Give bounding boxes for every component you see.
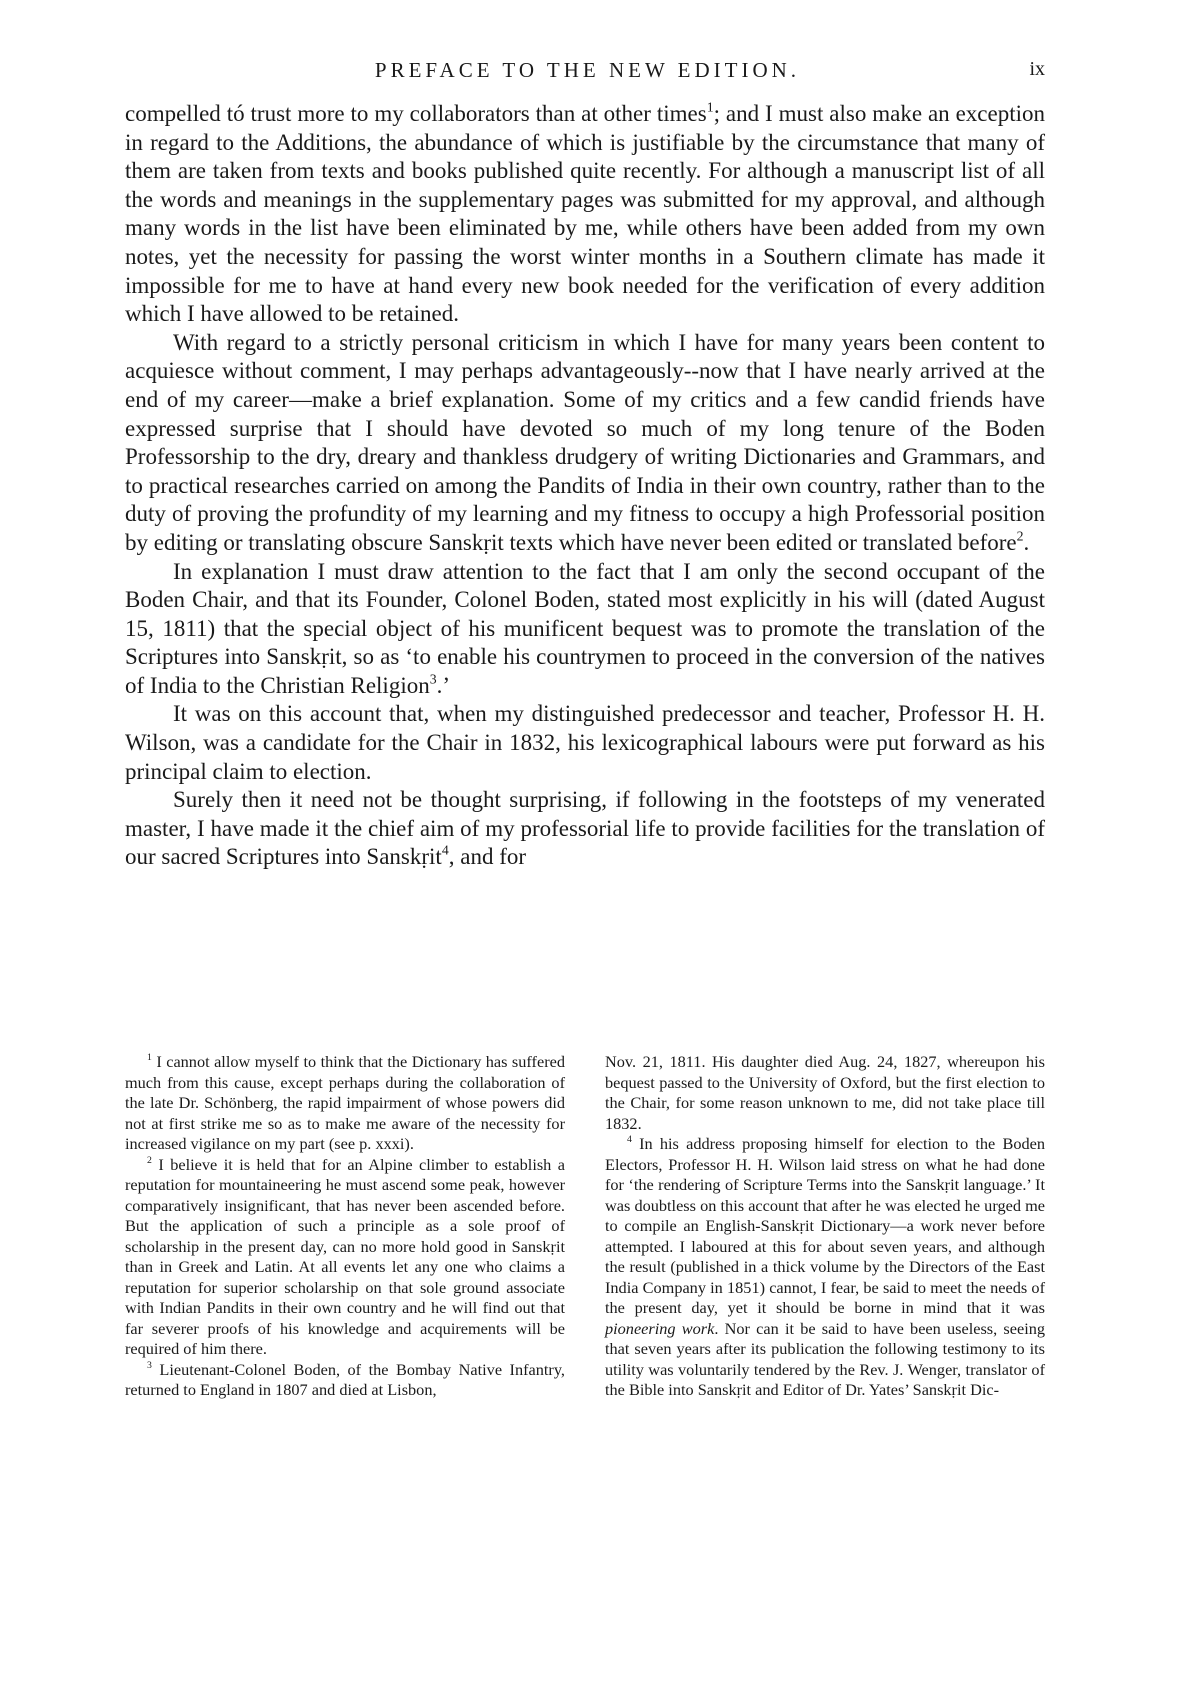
italic-phrase: pioneering work — [605, 1318, 715, 1338]
running-head — [130, 58, 1045, 88]
footnote-3: $^3$ Lieutenant-Colonel Boden, of the Bombay Native Infantry, returned to England in 1807 and died at Lisbon, — [125, 1359, 565, 1399]
footnote-marker-4: 4 — [627, 1134, 632, 1146]
footnote-4: $^4$ In his address proposing himself for election to the Boden Electors, Professor H. H. Wilson laid stress on what he had done for ‘the rendering of Scripture Terms into the Sanskṛit language.’ It was doubtless on this account that after he was elected he urged me to compile an English-Sanskṛit Dictionary—a work never before attempted. I laboured at this for about seven years, and although the result (published in a thick volume by the Directors of the East India Company in 1851) cannot, I fear, be said to meet the needs of the present day, yet it should be borne in mind that it was pioneering work. Nor can it be said to have been useless, seeing that seven years after its publication the following testimony to its utility was voluntarily tendered by the Rev. J. Wenger, translator of the Bible into Sanskṛit and Editor of Dr. Yates’ Sanskṛit Dic- — [605, 1134, 1046, 1399]
paragraph-5: Surely then it need not be thought surprising, if following in the footsteps of my venerated master, I have made it the chief aim of my professorial life to provide facilities for the translation of our sacred Scriptures into Sanskṛit$^4$, and for — [125, 787, 1045, 870]
body-text — [125, 100, 1045, 872]
footnote-2: $^2$ I believe it is held that for an Alpine climber to establish a reputation for mountaineering he must ascend some peak, however comparatively insignificant, that has never been ascended before. But the application of such a principle as a sole proof of scholarship in the present day, can no more hold good in Sanskṛit than in Greek and Latin. At all events let any one who claims a reputation for superior scholarship on that sole ground associate with Indian Pandits in their own country and he will find out that far severer proofs of his knowledge and acquirements will be required of him there. — [125, 1154, 566, 1358]
footnote-ref-2: 2 — [1016, 528, 1024, 544]
page-number: ix — [1029, 58, 1045, 80]
footnotes-right-column — [605, 1052, 1045, 1401]
footnote-marker-1: 1 — [147, 1052, 152, 1064]
footnote-marker-3: 3 — [147, 1359, 152, 1371]
paragraph-1: compelled tó trust more to my collaborators than at other times$^1$; and I must also make an exception in regard to the Additions, the abundance of which is justifiable by the circumstance that many of them are taken from texts and books published quite recently. For although a manuscript list of all the words and meanings in the supplementary pages was submitted for my approval, and although many words in the list have been eliminated by me, while others have been added from my own notes, yet the necessity for passing the worst winter months in a Southern climate has made it impossible for me to have at hand every new book needed for the verification of every addition which I have allowed to be retained. — [125, 99, 1046, 327]
footnote-ref-3: 3 — [429, 671, 437, 687]
footnote-marker-2: 2 — [147, 1154, 152, 1166]
footnote-ref-1: 1 — [706, 99, 714, 115]
footnote-ref-4: 4 — [441, 842, 449, 858]
paragraph-4: It was on this account that, when my distinguished predecessor and teacher, Professor H. H. Wilson, was a candidate for the Chair in 1832, his lexicographical labours were put forward as his principal claim to election. — [125, 701, 1045, 784]
footnote-1: $^1$ I cannot allow myself to think that the Dictionary has suffered much from this cause, except perhaps during the collaboration of the late Dr. Schönberg, the rapid impairment of whose powers did not at first strike me so as to make me aware of the necessity for increased vigilance on my part (see p. xxxi). — [125, 1052, 565, 1153]
footnotes — [125, 1052, 1045, 1401]
footnotes-left-column — [125, 1052, 565, 1401]
footnote-3-continued: Nov. 21, 1811. His daughter died Aug. 24, 1827, whereupon his bequest passed to the University of Oxford, but the first election to the Chair, for some reason unknown to me, did not take place till 1832. — [605, 1052, 1045, 1133]
paragraph-3: In explanation I must draw attention to the fact that I am only the second occupant of the Boden Chair, and that its Founder, Colonel Boden, stated most explicitly in his will (dated August 15, 1811) that the special object of his munificent bequest was to promote the translation of the Scriptures into Sanskṛit, so as ‘to enable his countrymen to proceed in the conversion of the natives of India to the Christian Religion$^3$.’ — [125, 558, 1045, 698]
running-title: PREFACE TO THE NEW EDITION. — [374, 58, 801, 82]
paragraph-2: With regard to a strictly personal criticism in which I have for many years been content to acquiesce without comment, I may perhaps advantageously--now that I have nearly arrived at the end of my career—make a brief explanation. Some of my critics and a few candid friends have expressed surprise that I should have devoted so much of my long tenure of the Boden Professorship to the dry, dreary and thankless drudgery of writing Dictionaries and Grammars, and to practical researches carried on among the Pandits of India in their own country, rather than to the duty of proving the profundity of my learning and my fitness to occupy a high Professorial position by editing or translating obscure Sanskṛit texts which have never been edited or translated before$^2$. — [125, 329, 1045, 555]
